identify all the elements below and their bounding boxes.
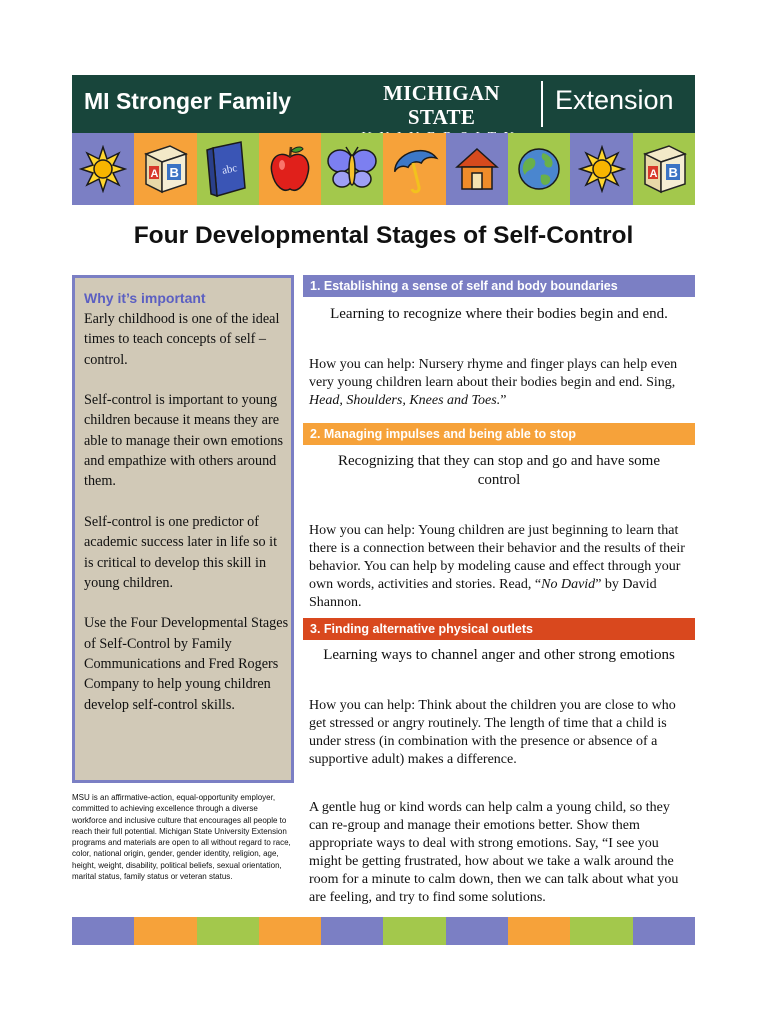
svg-text:B: B xyxy=(169,165,180,180)
section-1-subtitle: Learning to recognize where their bodies begin and end. xyxy=(330,306,668,322)
tile xyxy=(570,133,632,205)
help-label: How you can help: xyxy=(309,523,416,538)
footer-block xyxy=(633,917,695,945)
tile xyxy=(383,133,445,205)
help-end: ” by David Shannon. xyxy=(309,577,657,610)
footer-color-strip xyxy=(72,917,695,945)
help-text: Young children are just beginning to learn that there is a connection between their behavior and the results of their behavior. You can help by modeling cause and effect through your own words, activities and stories. Read, “ xyxy=(309,523,685,592)
section-1-help xyxy=(309,356,691,410)
section-3-help xyxy=(309,697,691,769)
footer-block xyxy=(259,917,321,945)
help-label: How you can help: xyxy=(309,357,416,372)
house-icon xyxy=(453,145,501,193)
tile xyxy=(633,133,695,205)
help-end: ” xyxy=(500,393,507,408)
section-2-heading: 2. Managing impulses and being able to stop xyxy=(303,423,695,445)
umbrella-icon xyxy=(389,143,441,195)
abc-block-icon xyxy=(140,142,190,196)
sun-icon xyxy=(79,145,127,193)
help-label: How you can help: xyxy=(309,698,416,713)
tile xyxy=(197,133,259,205)
header-banner xyxy=(72,75,695,133)
icon-tile-strip xyxy=(72,133,695,205)
sidebar-paragraph: Self-control is one predictor of academic success later in life so it is critical to develop this skill in young children. xyxy=(84,513,278,591)
sidebar-heading: Why it’s important xyxy=(84,290,206,306)
butterfly-icon xyxy=(326,145,378,193)
svg-text:A: A xyxy=(150,168,159,180)
sidebar-paragraph: Self-control is important to young children because it means they are able to manage their own emotions and empathize with others around them. xyxy=(84,392,283,490)
msu-logo-top: MICHIGAN STATE xyxy=(383,81,500,129)
footer-block xyxy=(383,917,445,945)
sidebar-body xyxy=(84,309,290,735)
footer-block xyxy=(508,917,570,945)
section-3-extra: A gentle hug or kind words can help calm a young child, so they can re-group and manage their emotions better. Show them appropriate ways to deal with strong emotions. Say, “I see you might be getting frustrated, how about we take a walk around the room for a minute to calm down, then we can talk about what you are feeling, and try to find some solutions. xyxy=(309,800,679,905)
footer-block xyxy=(197,917,259,945)
svg-text:B: B xyxy=(668,165,678,180)
help-italic: Head, Shoulders, Knees and Toes. xyxy=(309,393,501,408)
footer-block xyxy=(134,917,196,945)
brand-title: MI Stronger Family xyxy=(84,88,292,114)
section-3-heading: 3. Finding alternative physical outlets xyxy=(303,618,695,640)
tile xyxy=(446,133,508,205)
tile xyxy=(72,133,134,205)
book-icon xyxy=(205,140,251,198)
footer-block xyxy=(446,917,508,945)
svg-text:abc: abc xyxy=(220,161,239,177)
section-3-subtitle: Learning ways to channel anger and other strong emotions xyxy=(323,647,675,663)
section-2-help xyxy=(309,522,691,612)
help-italic: No David xyxy=(541,577,596,592)
apple-icon xyxy=(267,143,313,195)
footer-block xyxy=(321,917,383,945)
tile xyxy=(259,133,321,205)
sidebar-paragraph: Use the Four Developmental Stages of Self-Control by Family Communications and Fred Rogers Company to help young children develop self-control skills. xyxy=(84,615,289,713)
tile xyxy=(508,133,570,205)
help-text: Think about the children you are close to who get stressed or angry routinely. The length of time that a child is under stress (in combination with the presence or absence of a supportive adult) makes a difference. xyxy=(309,698,676,767)
help-text: Nursery rhyme and finger plays can help even very young children learn about their bodies begin and end. Sing, xyxy=(309,357,678,390)
tile xyxy=(321,133,383,205)
eeo-statement: MSU is an affirmative-action, equal-opportunity employer, committed to achieving excellence through a diverse workforce and inclusive culture that encourages all people to reach their full potential. Michigan State University Extension programs and materials are open to all without regard to race, color, national origin, gender, gender identity, religion, age, height, weight, disability, political beliefs, sexual orientation, marital status, family status or veteran status. xyxy=(72,793,291,882)
sidebar-why-important xyxy=(72,275,294,783)
sun-icon xyxy=(578,145,626,193)
svg-text:A: A xyxy=(649,168,658,180)
footer-block xyxy=(72,917,134,945)
tile xyxy=(134,133,196,205)
footer-block xyxy=(570,917,632,945)
sidebar-paragraph: Early childhood is one of the ideal times to teach concepts of self –control. xyxy=(84,311,280,368)
section-2-subtitle: Recognizing that they can stop and go and have some control xyxy=(338,453,660,488)
extension-label: Extension xyxy=(555,85,674,115)
globe-icon xyxy=(515,145,563,193)
page-title: Four Developmental Stages of Self-Control xyxy=(133,222,634,249)
section-1-heading: 1. Establishing a sense of self and body boundaries xyxy=(303,275,695,297)
abc-block-icon xyxy=(639,142,689,196)
logo-divider xyxy=(541,81,543,127)
